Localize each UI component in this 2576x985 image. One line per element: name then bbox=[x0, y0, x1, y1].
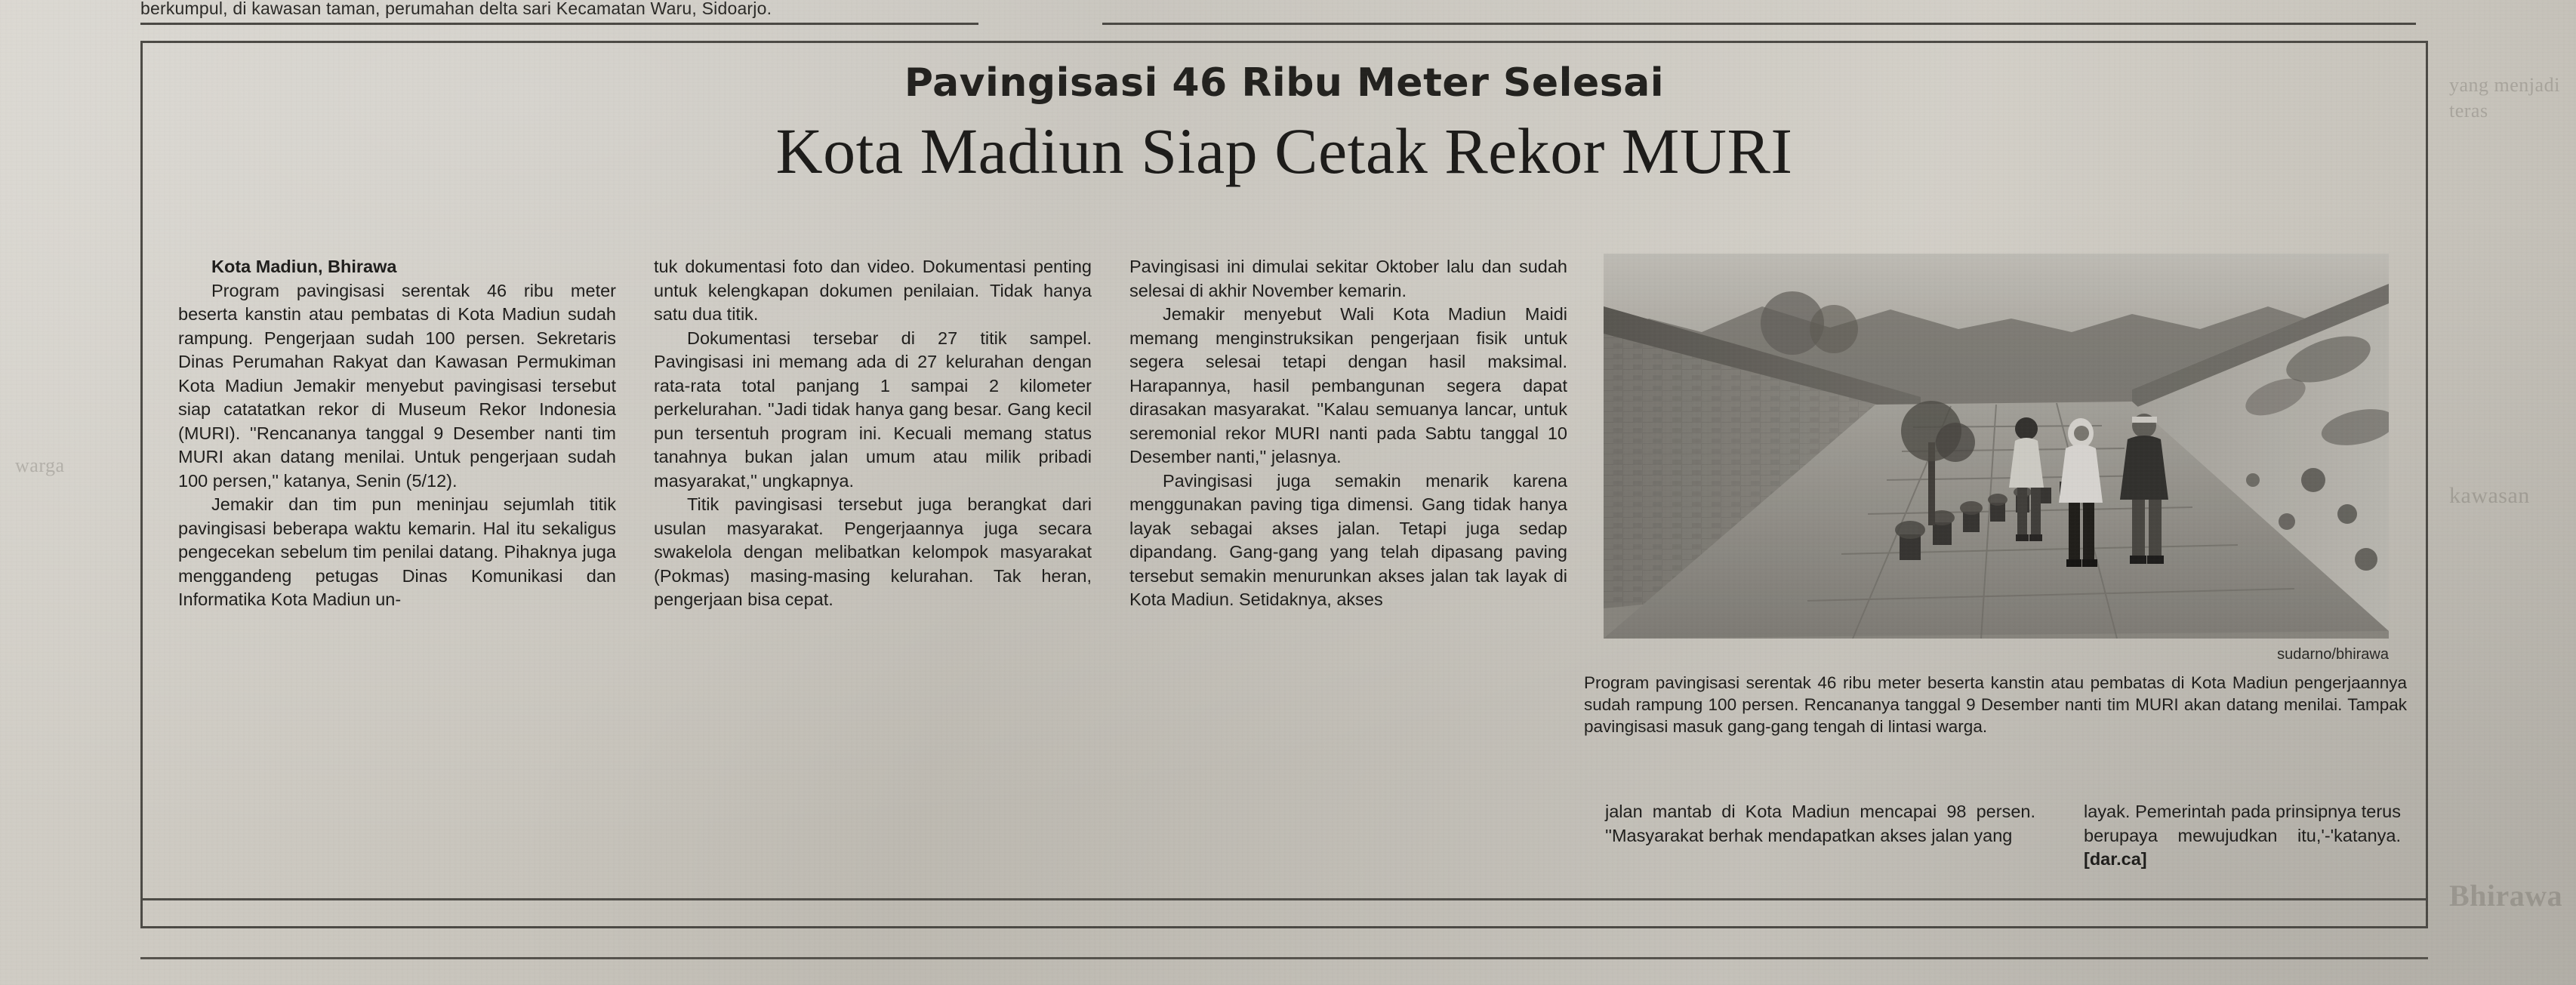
article-bottom-rule bbox=[140, 898, 2428, 900]
previous-article-text: berkumpul, di kawasan taman, perumahan delta sari Kecamatan Waru, Sidoarjo. bbox=[140, 0, 772, 18]
article-column-3 bbox=[1129, 255, 1567, 612]
photo-credit: sudarno/bhirawa bbox=[2277, 646, 2389, 663]
article-bottom-column-1: jalan mantab di Kota Madiun mencapai 98 persen. ''Masyarakat berhak mendapatkan akses jalan yang bbox=[1605, 802, 2035, 845]
article-author-tag: [dar.ca] bbox=[2084, 849, 2147, 869]
article-paragraph: Pavingisasi juga semakin menarik karena menggunakan paving tiga dimensi. Gang tidak hanya layak sebagai akses jalan. Tetapi juga sedap dipandang. Gang-gang yang telah dipasang paving tersebut semakin menurunkan akses jalan tak layak di Kota Madiun. Setidaknya, akses bbox=[1129, 470, 1567, 609]
article-headline: Kota Madiun Siap Cetak Rekor MURI bbox=[775, 115, 1793, 187]
previous-article-tail bbox=[0, 0, 2576, 35]
article-paragraph: Program pavingisasi serentak 46 ribu meter beserta kanstin atau pembatas di Kota Madiun sudah rampung. Pengerjaan sudah 100 persen. Sekretaris Dinas Perumahan Rakyat dan Kawasan Permukiman Kota Madiun Jemakir menyebut pavingisasi tersebut siap catatatkan rekor di Museum Rekor Indonesia (MURI). ''Rencananya tanggal 9 Desember nanti tim MURI akan datang menilai. Untuk pengerjaan sudah 100 persen,'' katanya, Senin (5/12). bbox=[178, 280, 616, 491]
article-paragraph: Jemakir menyebut Wali Kota Madiun Maidi memang menginstruksikan pengerjaan fisik untuk segera selesai tetapi dengan hasil maksimal. Harapannya, hasil pembangunan segera dapat dirasakan masyarakat. ''Kalau semuanya lancar, untuk seremonial rekor MURI nanti pada Sabtu tanggal 10 Desember nanti,'' jelasnya. bbox=[1129, 304, 1567, 466]
horizontal-rule-left bbox=[140, 23, 978, 25]
article-column-1 bbox=[178, 255, 616, 612]
bleed-through-text: Bhirawa bbox=[2449, 879, 2563, 913]
article-byline: Kota Madiun, Bhirawa bbox=[211, 257, 397, 276]
article-paragraph: Titik pavingisasi tersebut juga berangkat dari usulan masyarakat. Pengerjaannya juga secara swakelola dengan melibatkan kelompok masyarakat (Pokmas) masing-masing kelurahan. Tak heran, pengerjaan bisa cepat. bbox=[654, 494, 1092, 609]
article-column-2 bbox=[654, 255, 1092, 612]
article-paragraph: Pavingisasi ini dimulai sekitar Oktober lalu dan sudah selesai di akhir November kemarin. bbox=[1129, 257, 1567, 300]
bleed-through-text: kawasan bbox=[2449, 483, 2530, 508]
article-paragraph: tuk dokumentasi foto dan video. Dokumentasi penting untuk kelengkapan dokumen penilaian. Tidak hanya satu dua titik. bbox=[654, 257, 1092, 324]
page-bottom-rule bbox=[140, 957, 2428, 959]
photo-caption: Program pavingisasi serentak 46 ribu meter beserta kanstin atau pembatas di Kota Madiun pengerjaannya sudah rampung 100 persen. Rencananya tanggal 9 Desember nanti tim MURI akan datang menilai. Tampak pavingisasi masuk gang-gang tengah di lintasi warga. bbox=[1584, 673, 2407, 736]
article-photo bbox=[1604, 254, 2389, 639]
bleed-through-text: warga bbox=[15, 454, 65, 476]
bleed-through-text: yang menjadi teras bbox=[2449, 74, 2560, 122]
article-paragraph: Dokumentasi tersebar di 27 titik sampel. Pavingisasi ini memang ada di 27 kelurahan dengan rata-rata total panjang 1 sampai 2 kilometer perkelurahan. ''Jadi tidak hanya gang besar. Gang kecil pun tersentuh program ini. Kecuali memang status tanahnya bukan jalan umum atau milik pribadi masyarakat,'' ungkapnya. bbox=[654, 328, 1092, 491]
article-paragraph: Jemakir dan tim pun meninjau sejumlah titik pavingisasi beberapa waktu kemarin. Hal itu sekaligus pengecekan sebelum tim penilai datang. Pihaknya juga menggandeng petugas Dinas Komunikasi dan Informatika Kota Madiun un- bbox=[178, 494, 616, 609]
article-kicker: Pavingisasi 46 Ribu Meter Selesai bbox=[904, 60, 1665, 106]
bottom-column-text: layak. Pemerintah pada prinsipnya terus berupaya mewujudkan itu,'-'katanya. bbox=[2084, 802, 2401, 845]
article-bottom-column-2 bbox=[2084, 800, 2401, 872]
horizontal-rule-right bbox=[1102, 23, 2416, 25]
